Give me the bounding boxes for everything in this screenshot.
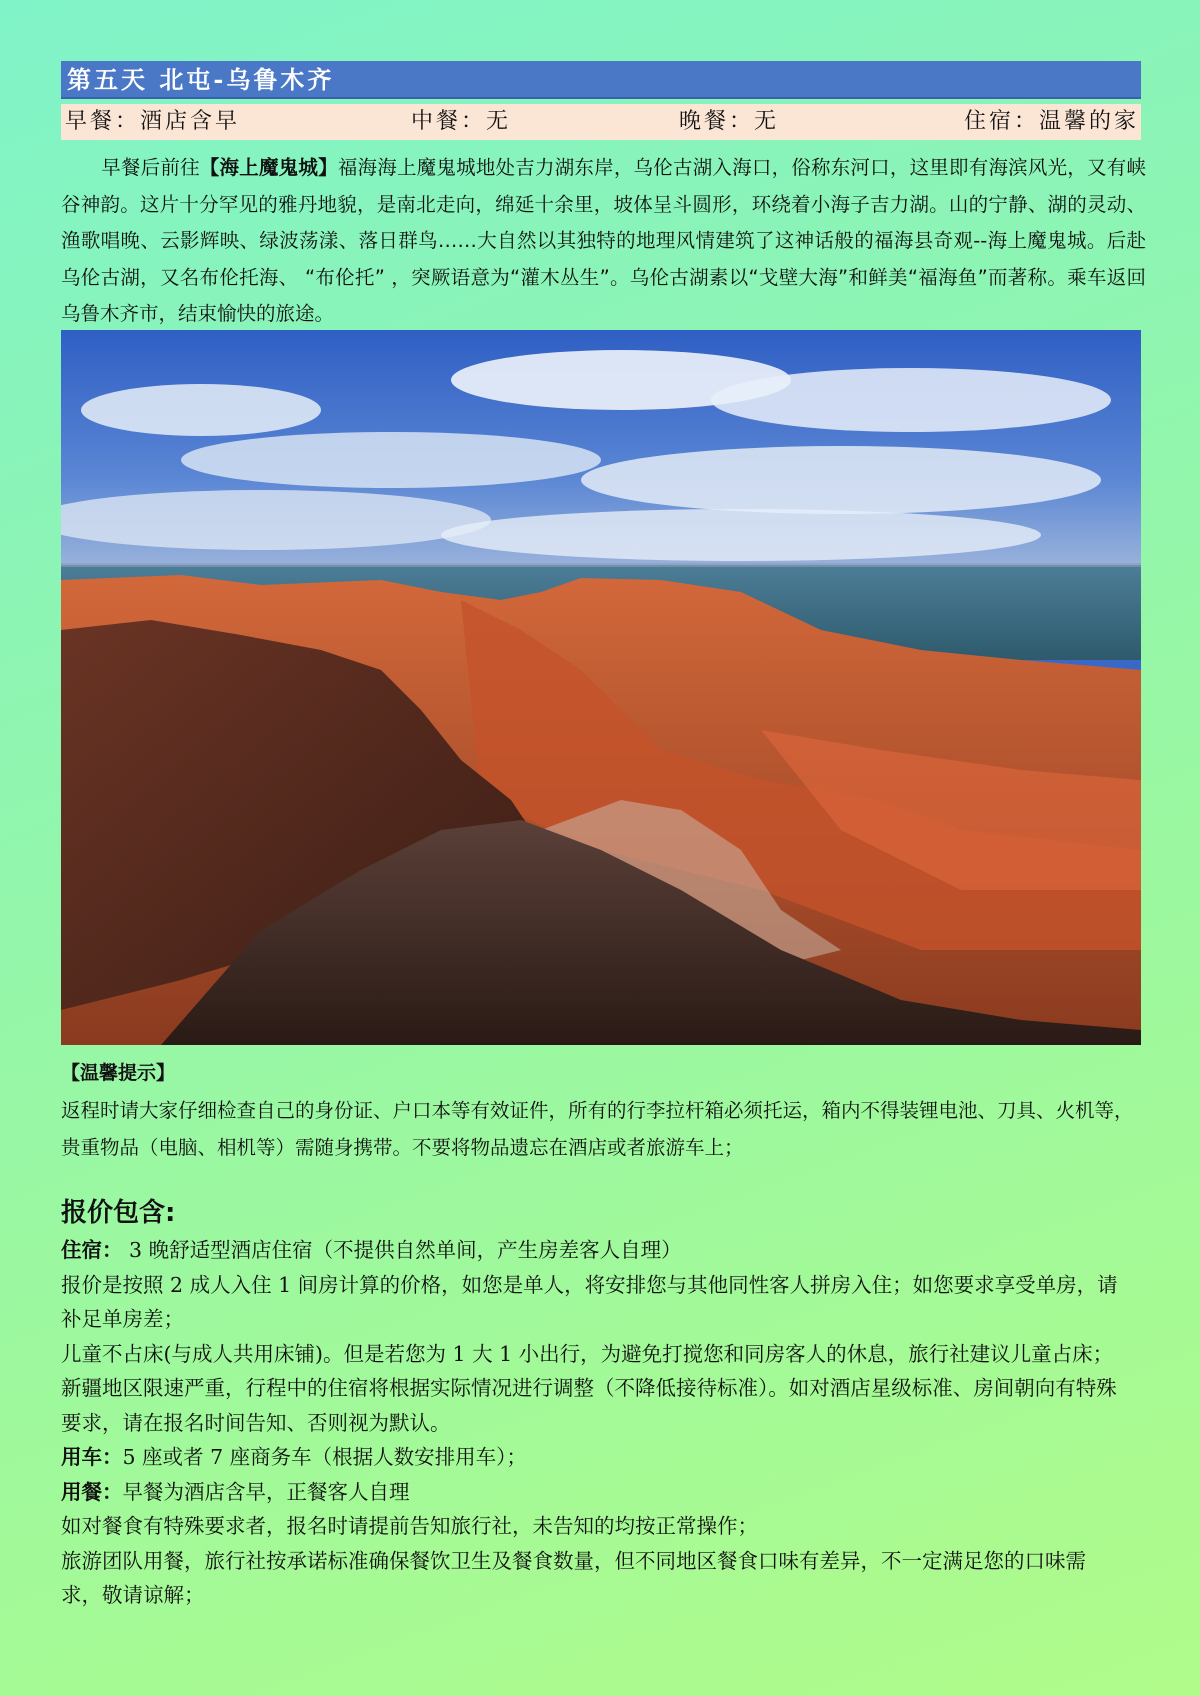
meal-text: 早餐为酒店含早，正餐客人自理 [122,1479,410,1504]
intro-text: 福海海上魔鬼城地处吉力湖东岸，乌伦古湖入海口，俗称东河口，这里即有海滨风光，又有峡谷神韵。这片十分罕见的雅丹地貌，是南北走向，绵延十余里，坡体呈斗圆形，环绕着小海子吉力湖。山的宁静、湖的灵动、渔歌唱晚、云影辉映、绿波荡漾、落日群鸟……大自然以其独特的地理风情建筑了这神话般的福海县奇观--海上魔鬼城。后赴乌伦古湖，又名布伦托海、 “布伦托” ，突厥语意为“灌木丛生”。乌伦古湖素以“戈壁大海”和鲜美“福海鱼”而著称。乘车返回乌鲁木齐市，结束愉快的旅途。 [61,156,1146,325]
lodging-label: 住宿： [61,1238,123,1262]
breakfast-info: 早餐：酒店含早 [65,109,241,134]
car-row [61,1440,1121,1475]
lodging-info: 住宿：温馨的家 [963,109,1139,134]
intro-lead: 早餐后前往 [101,156,200,179]
itinerary-description [61,150,1146,333]
day-title: 第五天 北屯-乌鲁木齐 [67,65,335,94]
price-line-1: 报价是按照 2 成人入住 1 间房计算的价格，如您是单人，将安排您与其他同性客人拼房入住；如您要求享受单房，请补足单房差； [61,1272,1118,1331]
lunch-info: 中餐：无 [411,109,512,134]
day-title-bar [61,61,1141,99]
price-line-5: 旅游团队用餐，旅行社按承诺标准确保餐饮卫生及餐食数量，但不同地区餐食口味有差异，不一定满足您的口味需求，敬请谅解； [61,1548,1086,1607]
dinner-info: 晚餐：无 [679,109,780,134]
price-line-4: 如对餐食有特殊要求者，报名时请提前告知旅行社，未告知的均按正常操作； [61,1514,758,1538]
car-text: 5 座或者 7 座商务车（根据人数安排用车）； [122,1445,527,1469]
lodging-text: 3 晚舒适型酒店住宿（不提供自然单间，产生房差客人自理） [122,1238,682,1262]
tips-title: 【温馨提示】 [61,1062,176,1084]
meal-info-bar [61,104,1141,140]
price-heading: 报价包含: [61,1198,176,1228]
landscape-photo [61,330,1141,1045]
tips-text: 返程时请大家仔细检查自己的身份证、户口本等有效证件，所有的行李拉杆箱必须托运，箱内不得装锂电池、刀具、火机等，贵重物品（电脑、相机等）需随身携带。不要将物品遗忘在酒店或者旅游车上； [61,1099,1134,1159]
attraction-name: 【海上魔鬼城】 [199,156,338,179]
price-details [61,1233,1121,1613]
meal-label: 用餐： [61,1479,123,1504]
price-line-3: 新疆地区限速严重，行程中的住宿将根据实际情况进行调整（不降低接待标准）。如对酒店星级标准、房间朝向有特殊要求，请在报名时间告知、否则视为默认。 [61,1376,1117,1435]
meal-row [61,1475,1121,1510]
lodging-row [61,1233,1121,1268]
price-line-2: 儿童不占床(与成人共用床铺)。但是若您为 1 大 1 小出行，为避免打搅您和同房客人的休息，旅行社建议儿童占床； [61,1341,1114,1366]
car-label: 用车： [61,1445,123,1469]
